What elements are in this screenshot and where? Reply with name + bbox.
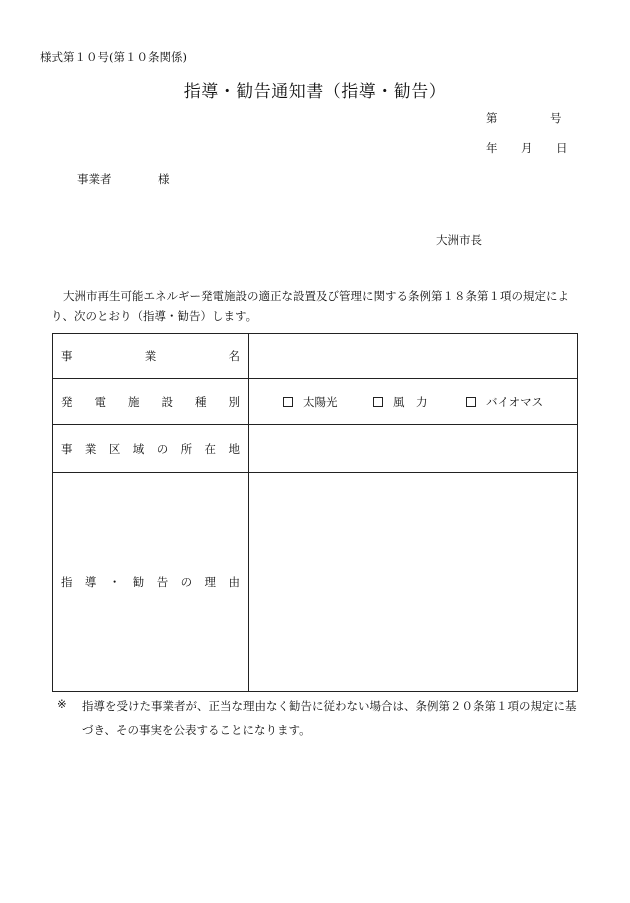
table-row bbox=[53, 473, 578, 692]
date-month: 月 bbox=[521, 141, 533, 155]
table-row bbox=[53, 334, 578, 379]
note-text: 指導を受けた事業者が、正当な理由なく勧告に従わない場合は、条例第２０条第１項の規定に基づき、その事実を公表することになります。 bbox=[82, 699, 577, 737]
label-business-location: 事 業 区 域 の 所 在 地 bbox=[53, 425, 249, 473]
option-solar[interactable]: 太陽光 bbox=[283, 394, 373, 410]
label-reason: 指 導 ・ 勧 告 の 理 由 bbox=[53, 473, 249, 692]
label-facility-type: 発 電 施 設 種 別 bbox=[53, 379, 249, 425]
body-text: 大洲市再生可能エネルギー発電施設の適正な設置及び管理に関する条例第１８条第１項の規定により、次のとおり（指導・勧告）します。 bbox=[51, 289, 569, 323]
option-biomass[interactable]: バイオマス bbox=[466, 394, 543, 410]
doc-number-go: 号 bbox=[550, 111, 562, 125]
date-day: 日 bbox=[556, 141, 568, 155]
value-business-location[interactable] bbox=[249, 425, 578, 473]
checkbox-icon[interactable] bbox=[283, 397, 293, 407]
value-reason[interactable] bbox=[249, 473, 578, 692]
form-table bbox=[52, 333, 578, 692]
date-year: 年 bbox=[486, 141, 498, 155]
checkbox-icon[interactable] bbox=[466, 397, 476, 407]
addressee-suffix: 様 bbox=[158, 172, 170, 186]
issuer: 大洲市長 bbox=[436, 233, 482, 247]
option-wind[interactable]: 風 力 bbox=[373, 394, 466, 410]
form-number: 様式第１０号(第１０条関係) bbox=[40, 50, 187, 64]
value-facility-type bbox=[249, 379, 578, 425]
table-row bbox=[53, 425, 578, 473]
value-business-name[interactable] bbox=[249, 334, 578, 379]
label-business-name: 事 業 名 bbox=[53, 334, 249, 379]
note-mark: ※ bbox=[57, 697, 67, 711]
table-row bbox=[53, 379, 578, 425]
doc-number-dai: 第 bbox=[486, 111, 498, 125]
checkbox-icon[interactable] bbox=[373, 397, 383, 407]
page-title: 指導・勧告通知書（指導・勧告） bbox=[183, 82, 447, 102]
addressee-label: 事業者 bbox=[77, 172, 112, 186]
